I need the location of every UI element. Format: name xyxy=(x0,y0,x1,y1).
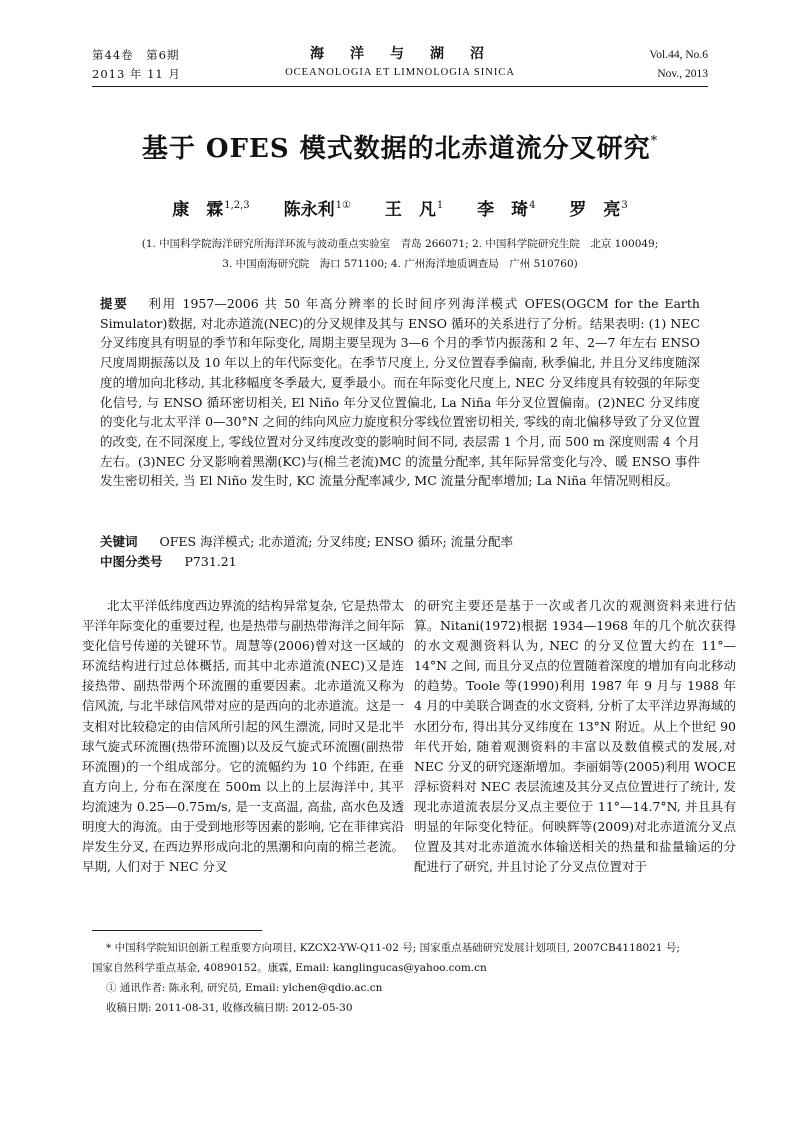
date-cn: 2013 年 11 月 xyxy=(92,67,181,81)
running-header-center xyxy=(250,44,550,82)
keywords xyxy=(100,532,700,552)
affiliation-line: (1. 中国科学院海洋研究所海洋环流与波动重点实验室 青岛 266071; 2. 中国科学院研究生院 北京 100049; xyxy=(141,238,659,250)
paper-title-text: 基于 OFES 模式数据的北赤道流分叉研究 xyxy=(141,134,651,164)
author-name: 康 霖$^{1,2,3}$ xyxy=(172,200,250,220)
corresponding-author-note: ① 通讯作者: 陈永利, 研究员, Email: ylchen@qdio.ac.cn xyxy=(106,982,383,994)
funding-note: * 中国科学院知识创新工程重要方向项目, KZCX2-YW-Q11-02 号; 国家重点基础研究发展计划项目, 2007CB4118021 号; xyxy=(106,942,680,954)
abstract-text: 利用 1957—2006 共 50 年高分辨率的长时间序列海洋模式 OFES(OGCM for the Earth Simulator)数据, 对北赤道流(NEC)的分叉规律及其与 ENSO 循环的关系进行了分析。结果表明: (1) NEC 分叉纬度具有明显的季节和年际变化, 周期主要呈现为 3—6 个月的季节内振荡和 2 年、2—7 年左右 ENSO 尺度周期振荡以及 10 年以上的年代际变化。在季节尺度上, 分叉位置春季偏南, 秋季偏北, 并且分叉纬度随深度的增加向北移动, 其北移幅度冬季最大, 夏季最小。而在年际变化尺度上, NEC 分叉纬度具有较强的年际变化信号, 与 ENSO 循环密切相关, El Niño 年分叉位置偏北, La Niña 年分叉位置偏南。(2)NEC 分叉纬度的变化与北太平洋 0—30°N 之间的纬向风应力旋度积分零线位置密切相关, 零线的南北偏移导致了分叉位置的改变, 在不同深度上, 零线位置对分叉纬度改变的影响时间不同, 表层需 1 个月, 而 500 m 深度则需 4 个月左右。(3)NEC 分叉影响着黑潮(KC)与(棉兰老流)MC 的流量分配率, 其年际异常变化与冷、暖 ENSO 事件发生密切相关, 当 El Niño 发生时, KC 流量分配率减少, MC 流量分配率增加; La Niña 年情况则相反。 xyxy=(100,296,700,489)
author-name: 李 琦$^4$ xyxy=(477,200,536,220)
journal-title-en: OCEANOLOGIA ET LIMNOLOGIA SINICA xyxy=(285,67,515,78)
abstract-label: 提要 xyxy=(100,296,129,311)
keywords-text: OFES 海洋模式; 北赤道流; 分叉纬度; ENSO 循环; 流量分配率 xyxy=(159,534,514,549)
author-name: 陈永利$^{1①}$ xyxy=(283,200,351,220)
footnote-rule xyxy=(92,930,262,931)
running-header-left xyxy=(92,46,181,84)
author-name: 罗 亮$^3$ xyxy=(569,200,628,220)
body-column-right xyxy=(414,596,736,877)
classification-number xyxy=(100,552,700,572)
date-en: Nov., 2013 xyxy=(657,68,708,80)
keywords-label: 关键词 xyxy=(100,534,138,549)
affiliations xyxy=(92,234,708,274)
running-header-right xyxy=(649,46,708,84)
body-column-left xyxy=(82,596,404,877)
classification-code: P731.21 xyxy=(184,554,237,569)
author-list xyxy=(0,195,800,220)
classification-label: 中图分类号 xyxy=(100,554,163,569)
body-paragraph: 的研究主要还是基于一次或者几次的观测资料来进行估算。Nitani(1972)根据 1934—1968 年的几个航次获得的水文观测资料认为, NEC 的分叉位置大约在 11°—14°N 之间, 而且分叉点的位置随着深度的增加有向北移动的趋势。Toole 等(1990)利用 1987 年 9 月与 1988 年 4 月的中美联合调查的水文资料, 分析了太平洋边界海域的水团分布, 得出其分叉纬度在 13°N 附近。从上个世纪 90 年代开始, 随着观测资料的丰富以及数值模式的发展,对 NEC 分叉的研究逐渐增加。李丽娟等(2005)利用 WOCE 浮标资料对 NEC 表层流速及其分叉点位置进行了统计, 发现北赤道流表层分叉点主要位于 11°—14.7°N, 并且具有明显的年际变化特征。何映辉等(2009)对北赤道流分叉点位置及其对北赤道流水体输送相关的热量和盐量输运的分配进行了研究, 并且讨论了分叉点位置对于 xyxy=(414,598,736,875)
body-paragraph: 北太平洋低纬度西边界流的结构异常复杂, 它是热带太平洋年际变化的重要过程, 也是热带与副热带海洋之间年际变化信号传递的关键环节。周慧等(2006)曾对这一区域的环流结构进行过总体概括, 而其中北赤道流(NEC)又是连接热带、副热带两个环流圈的重要因素。北赤道流又称为信风流, 与北半球信风带对应的是西向的北赤道流。这是一支相对比较稳定的由信风所引起的风生漂流, 同时又是北半球气旋式环流圈(热带环流圈)以及反气旋式环流圈(副热带环流圈)的一个组成部分。它的流幅约为 10 个纬距, 在垂直方向上, 分布在深度在 500m 以上的上层海洋中, 其平均流速为 0.25—0.75m/s, 是一支高温, 高盐, 高水色及透明度大的海流。由于受到地形等因素的影响, 它在菲律宾沿岸发生分叉, 在西边界形成向北的黑潮和向南的棉兰老流。早期, 人们对于 NEC 分叉 xyxy=(82,598,404,875)
funding-note-continued: 国家自然科学重点基金, 40890152。康霖, Email: kanglingucas@yahoo.com.cn xyxy=(92,962,487,974)
footnotes xyxy=(92,938,708,1018)
abstract xyxy=(100,294,700,491)
received-date-note: 收稿日期: 2011-08-31, 收修改稿日期: 2012-05-30 xyxy=(106,1002,353,1014)
journal-title-cn: 海 洋 与 湖 沼 xyxy=(310,46,490,62)
header-rule xyxy=(92,86,708,87)
volume-issue-cn: 第44卷 第6期 xyxy=(92,48,180,62)
volume-issue-en: Vol.44, No.6 xyxy=(649,49,708,61)
paper-title xyxy=(0,128,800,165)
author-name: 王 凡$^1$ xyxy=(384,200,444,220)
affiliation-line: 3. 中国南海研究院 海口 571100; 4. 广州海洋地质调查局 广州 510760) xyxy=(222,258,578,270)
title-footnote-mark: * xyxy=(650,134,659,149)
